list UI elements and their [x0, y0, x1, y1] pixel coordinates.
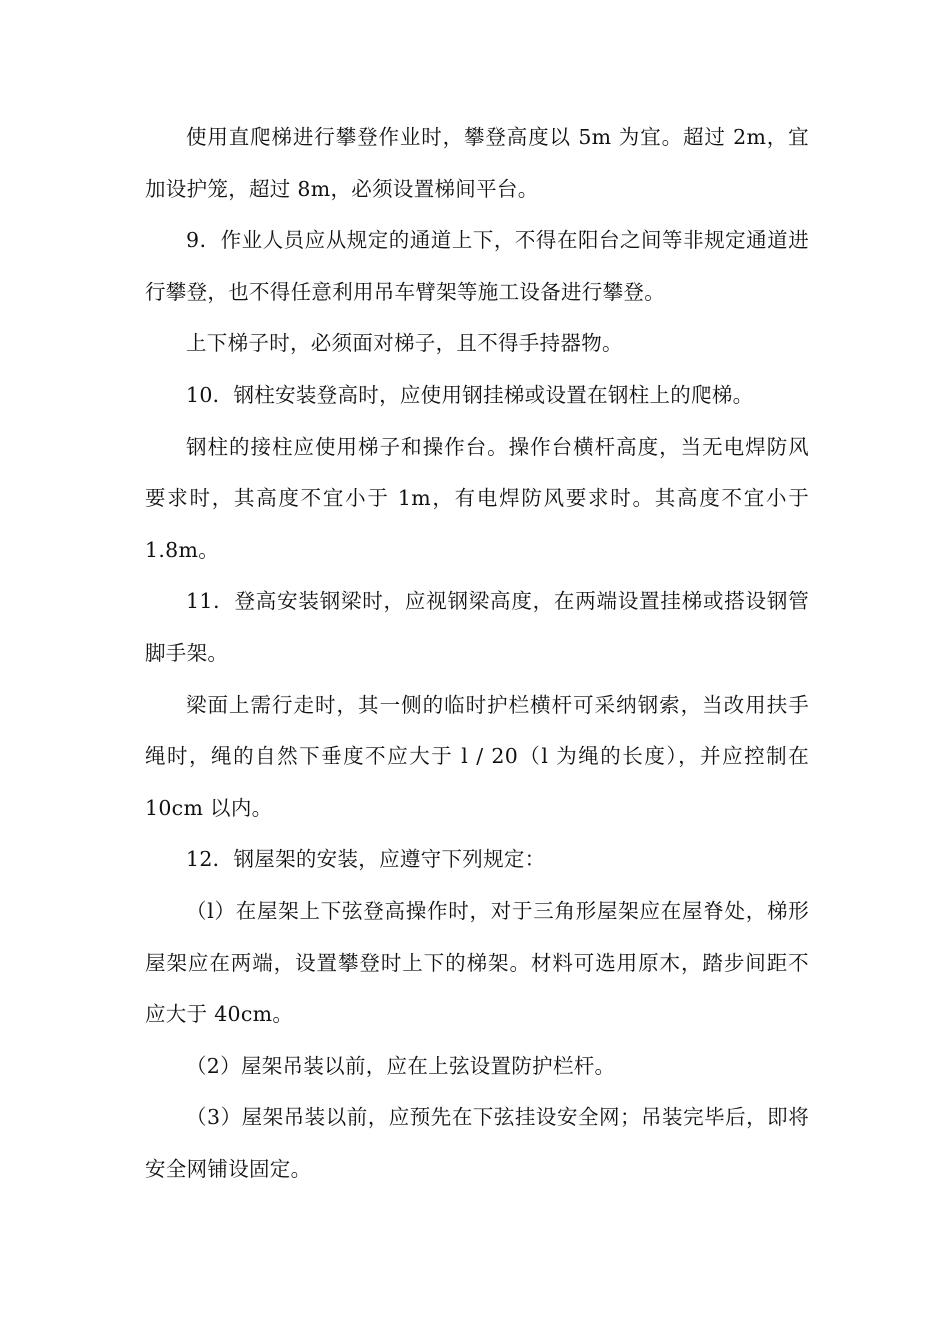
document-body: [145, 112, 809, 1195]
paragraph-rule-1: （l）在屋架上下弦登高操作时，对于三角形屋架应在屋脊处，梯形屋架应在两端，设置攀登时上下的梯架。材料可选用原木，踏步间距不应大于 40cm。: [145, 898, 809, 1027]
paragraph-column-platform: 钢柱的接柱应使用梯子和操作台。操作台横杆高度，当无电焊防风要求时，其高度不宜小于 1m，有电焊防风要求时。其高度不宜小于 1.8m。: [145, 434, 809, 562]
paragraph-item-11: 11．登高安装钢梁时，应视钢梁高度，在两端设置挂梯或搭设钢管脚手架。: [145, 589, 809, 665]
paragraph-ladder-height: 使用直爬梯进行攀登作业时，攀登高度以 5m 为宜。超过 2m，宜加设护笼，超过 8m，必须设置梯间平台。: [145, 125, 809, 201]
paragraph-face-ladder: 上下梯子时，必须面对梯子，且不得手持器物。: [186, 331, 623, 356]
paragraph-item-10: 10．钢柱安装登高时，应使用钢挂梯或设置在钢柱上的爬梯。: [186, 382, 754, 407]
paragraph-rule-3: （3）屋架吊装以前，应预先在下弦挂设安全网；吊装完毕后，即将安全网铺设固定。: [145, 1105, 809, 1181]
paragraph-item-9: 9．作业人员应从规定的通道上下，不得在阳台之间等非规定通道进行攀登，也不得任意利用吊车臂架等施工设备进行攀登。: [145, 228, 809, 304]
paragraph-beam-walkway: 梁面上需行走时，其一侧的临时护栏横杆可采纳钢索，当改用扶手绳时，绳的自然下垂度不应大于 l / 20（l 为绳的长度），并应控制在 10cm 以内。: [145, 692, 809, 820]
paragraph-item-12: 12．钢屋架的安装，应遵守下列规定：: [186, 847, 546, 872]
paragraph-rule-2: （2）屋架吊装以前，应在上弦设置防护栏杆。: [186, 1053, 616, 1078]
